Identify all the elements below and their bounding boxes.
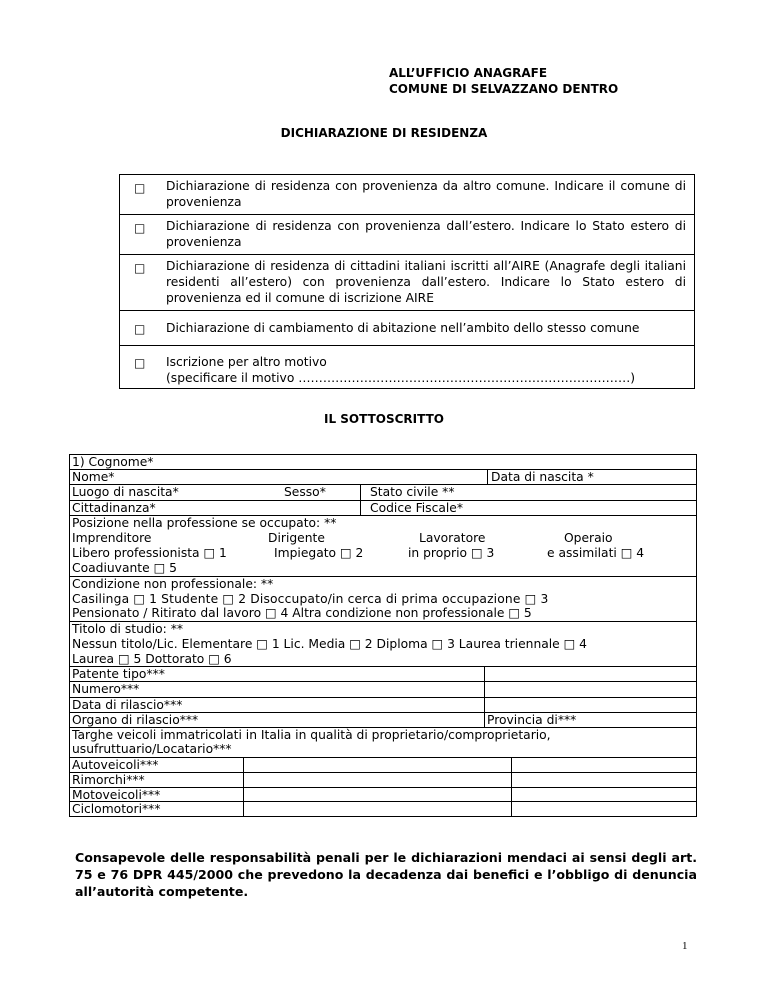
cars-field[interactable]: Autoveicoli*** <box>72 758 159 772</box>
issue-date-field[interactable]: Data di rilascio*** <box>72 698 183 712</box>
vehicle-plates-heading: Targhe veicoli immatricolati in Italia in qualità di proprietario/comproprietario, <box>72 728 551 742</box>
entrepreneur-label: Imprenditore <box>72 531 152 545</box>
option-label: Dichiarazione di residenza di cittadini italiani iscritti all’AIRE (Anagrafe degli italiani residenti all’estero) con provenienza dall’estero. Indicare lo Stato estero di provenienza ed il comune di iscrizione AIRE <box>166 259 686 305</box>
name-field[interactable]: Nome* <box>72 470 115 484</box>
option-label: Iscrizione per altro motivo <box>166 355 327 369</box>
option-label: Dichiarazione di cambiamento di abitazione nell’ambito dello stesso comune <box>166 321 640 335</box>
sex-field[interactable]: Sesso* <box>284 485 326 499</box>
page-number: 1 <box>682 940 688 952</box>
checkbox[interactable]: □ <box>134 261 146 275</box>
checkbox[interactable]: □ <box>134 356 146 370</box>
tax-code-field[interactable]: Codice Fiscale* <box>370 501 463 515</box>
manager-label: Dirigente <box>268 531 325 545</box>
province-field[interactable]: Provincia di*** <box>487 713 577 727</box>
option-other-municipality[interactable] <box>120 175 694 214</box>
mopeds-field[interactable]: Ciclomotori*** <box>72 802 161 816</box>
option-other-reason[interactable] <box>120 345 694 388</box>
non-professional-heading: Condizione non professionale: ** <box>72 577 274 591</box>
surname-field[interactable]: 1) Cognome* <box>72 455 154 469</box>
document-title: DICHIARAZIONE DI RESIDENZA <box>280 126 488 140</box>
birth-date-field[interactable]: Data di nascita * <box>491 470 594 484</box>
birth-place-field[interactable]: Luogo di nascita* <box>72 485 179 499</box>
legal-warning: Consapevole delle responsabilità penali per le dichiarazioni mendaci ai sensi degli art. 75 e 76 DPR 445/2000 che prevedono la decadenza dai benefici e l’obbligo di denuncia all’autorità competente. <box>75 850 697 899</box>
checkbox[interactable]: □ <box>134 322 146 336</box>
option-label: Dichiarazione di residenza con provenienza dall’estero. Indicare lo Stato estero di provenienza <box>166 219 686 249</box>
license-number-field[interactable]: Numero*** <box>72 682 140 696</box>
civil-status-field[interactable]: Stato civile ** <box>370 485 455 499</box>
option-label: Dichiarazione di residenza con provenienza da altro comune. Indicare il comune di provenienza <box>166 179 686 209</box>
education-options-2[interactable]: Laurea □ 5 Dottorato □ 6 <box>72 652 232 666</box>
freelance-option[interactable]: Libero professionista □ 1 <box>72 546 227 560</box>
self-employed-option[interactable]: in proprio □ 3 <box>408 546 495 560</box>
trailers-field[interactable]: Rimorchi*** <box>72 773 145 787</box>
education-heading: Titolo di studio: ** <box>72 622 183 636</box>
addressee-office: ALL’UFFICIO ANAGRAFE <box>389 66 548 80</box>
non-professional-options-1[interactable]: Casilinga □ 1 Studente □ 2 Disoccupato/in cerca di prima occupazione □ 3 <box>72 592 549 606</box>
profession-heading: Posizione nella professione se occupato: ** <box>72 516 337 530</box>
addressee <box>389 65 618 97</box>
option-change-address[interactable] <box>120 310 694 345</box>
option-aire[interactable] <box>120 254 694 310</box>
worker-label: Operaio <box>564 531 613 545</box>
family-helper-option[interactable]: Coadiuvante □ 5 <box>72 561 177 575</box>
self-employed-label: Lavoratore <box>419 531 486 545</box>
declaration-options <box>119 174 695 389</box>
section-title: IL SOTTOSCRITTO <box>324 412 444 426</box>
checkbox[interactable]: □ <box>134 221 146 235</box>
issuing-body-field[interactable]: Organo di rilascio*** <box>72 713 199 727</box>
license-type-field[interactable]: Patente tipo*** <box>72 667 165 681</box>
option-reason-line[interactable]: (specificare il motivo ………………………………………………………………………) <box>166 371 636 385</box>
non-professional-options-2[interactable]: Pensionato / Ritirato dal lavoro □ 4 Altra condizione non professionale □ 5 <box>72 606 532 620</box>
vehicle-plates-heading-2: usufruttuario/Locatario*** <box>72 742 232 756</box>
citizenship-field[interactable]: Cittadinanza* <box>72 501 156 515</box>
worker-option[interactable]: e assimilati □ 4 <box>547 546 645 560</box>
addressee-municipality: COMUNE DI SELVAZZANO DENTRO <box>389 82 619 96</box>
employee-option[interactable]: Impiegato □ 2 <box>274 546 364 560</box>
option-from-abroad[interactable] <box>120 214 694 254</box>
checkbox[interactable]: □ <box>134 181 146 195</box>
personal-data-grid <box>69 454 697 817</box>
education-options-1[interactable]: Nessun titolo/Lic. Elementare □ 1 Lic. Media □ 2 Diploma □ 3 Laurea triennale □ 4 <box>72 637 588 651</box>
motorcycles-field[interactable]: Motoveicoli*** <box>72 788 161 802</box>
